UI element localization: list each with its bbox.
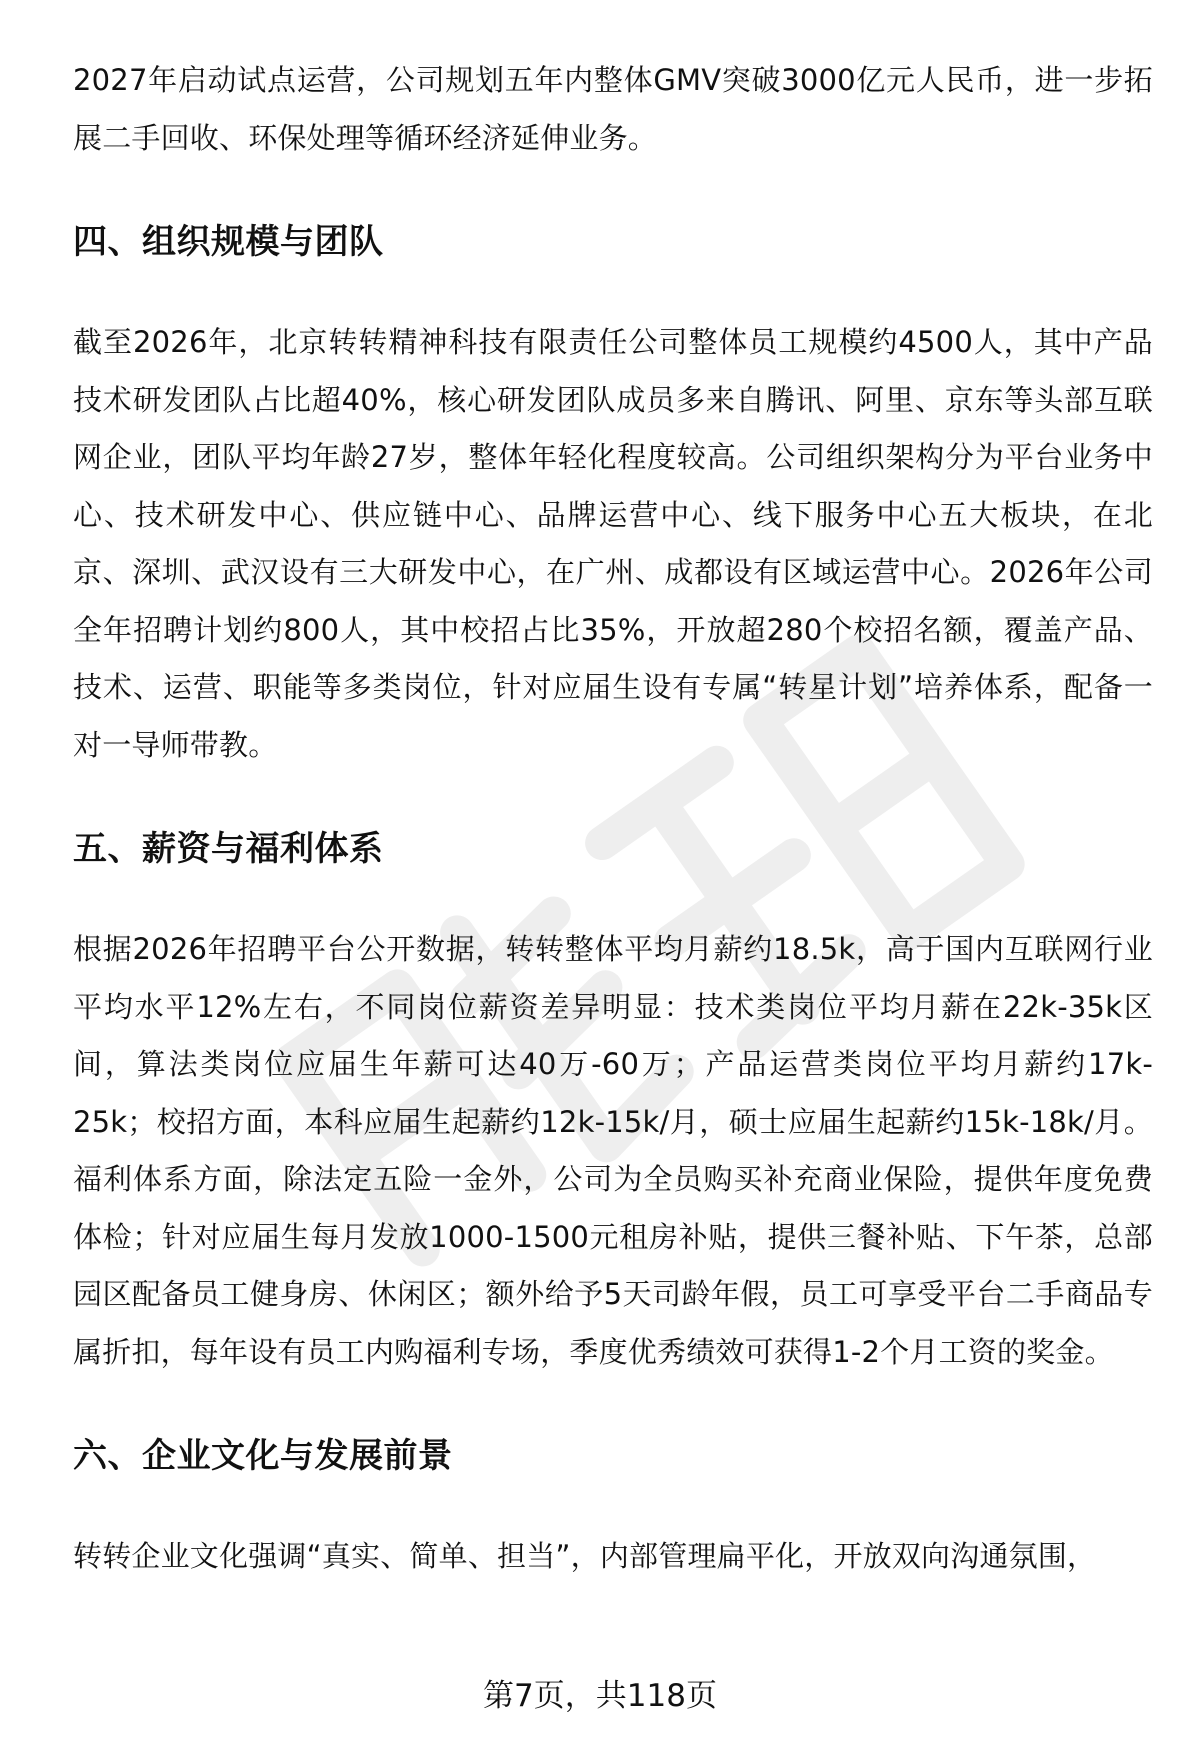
section-body-salary: 根据2026年招聘平台公开数据，转转整体平均月薪约18.5k，高于国内互联网行业平均水平12%左右，不同岗位薪资差异明显：技术类岗位平均月薪在22k-35k区间，算法类岗位应届生年薪可达40万-60万；产品运营类岗位平均月薪约17k-25k；校招方面，本科应届生起薪约12k-15k/月，硕士应届生起薪约15k-18k/月。福利体系方面，除法定五险一金外，公司为全员购买补充商业保险，提供年度免费体检；针对应届生每月发放1000-1500元租房补贴，提供三餐补贴、下午茶，总部园区配备员工健身房、休闲区；额外给予5天司龄年假，员工可享受平台二手商品专属折扣，每年设有员工内购福利专场，季度优秀绩效可获得1-2个月工资的奖金。 — [73, 932, 1153, 1369]
section-heading-culture: 六、企业文化与发展前景 — [73, 1436, 453, 1476]
section-body-organization: 截至2026年，北京转转精神科技有限责任公司整体员工规模约4500人，其中产品技术研发团队占比超40%，核心研发团队成员多来自腾讯、阿里、京东等头部互联网企业，团队平均年龄27岁，整体年轻化程度较高。公司组织架构分为平台业务中心、技术研发中心、供应链中心、品牌运营中心、线下服务中心五大板块，在北京、深圳、武汉设有三大研发中心，在广州、成都设有区域运营中心。2026年公司全年招聘计划约800人，其中校招占比35%，开放超280个校招名额，覆盖产品、技术、运营、职能等多类岗位，针对应届生设有专属“转星计划”培养体系，配备一对一导师带教。 — [73, 325, 1153, 762]
section-heading-salary: 五、薪资与福利体系 — [73, 829, 384, 869]
intro-paragraph: 2027年启动试点运营，公司规划五年内整体GMV突破3000亿元人民币，进一步拓展二手回收、环保处理等循环经济延伸业务。 — [73, 63, 1153, 155]
section-body-culture: 转转企业文化强调“真实、简单、担当”，内部管理扁平化，开放双向沟通氛围， — [73, 1539, 1097, 1573]
document-page — [73, 52, 1153, 1631]
page-number-footer: 第7页，共118页 — [483, 1678, 717, 1714]
section-heading-organization: 四、组织规模与团队 — [73, 222, 384, 262]
